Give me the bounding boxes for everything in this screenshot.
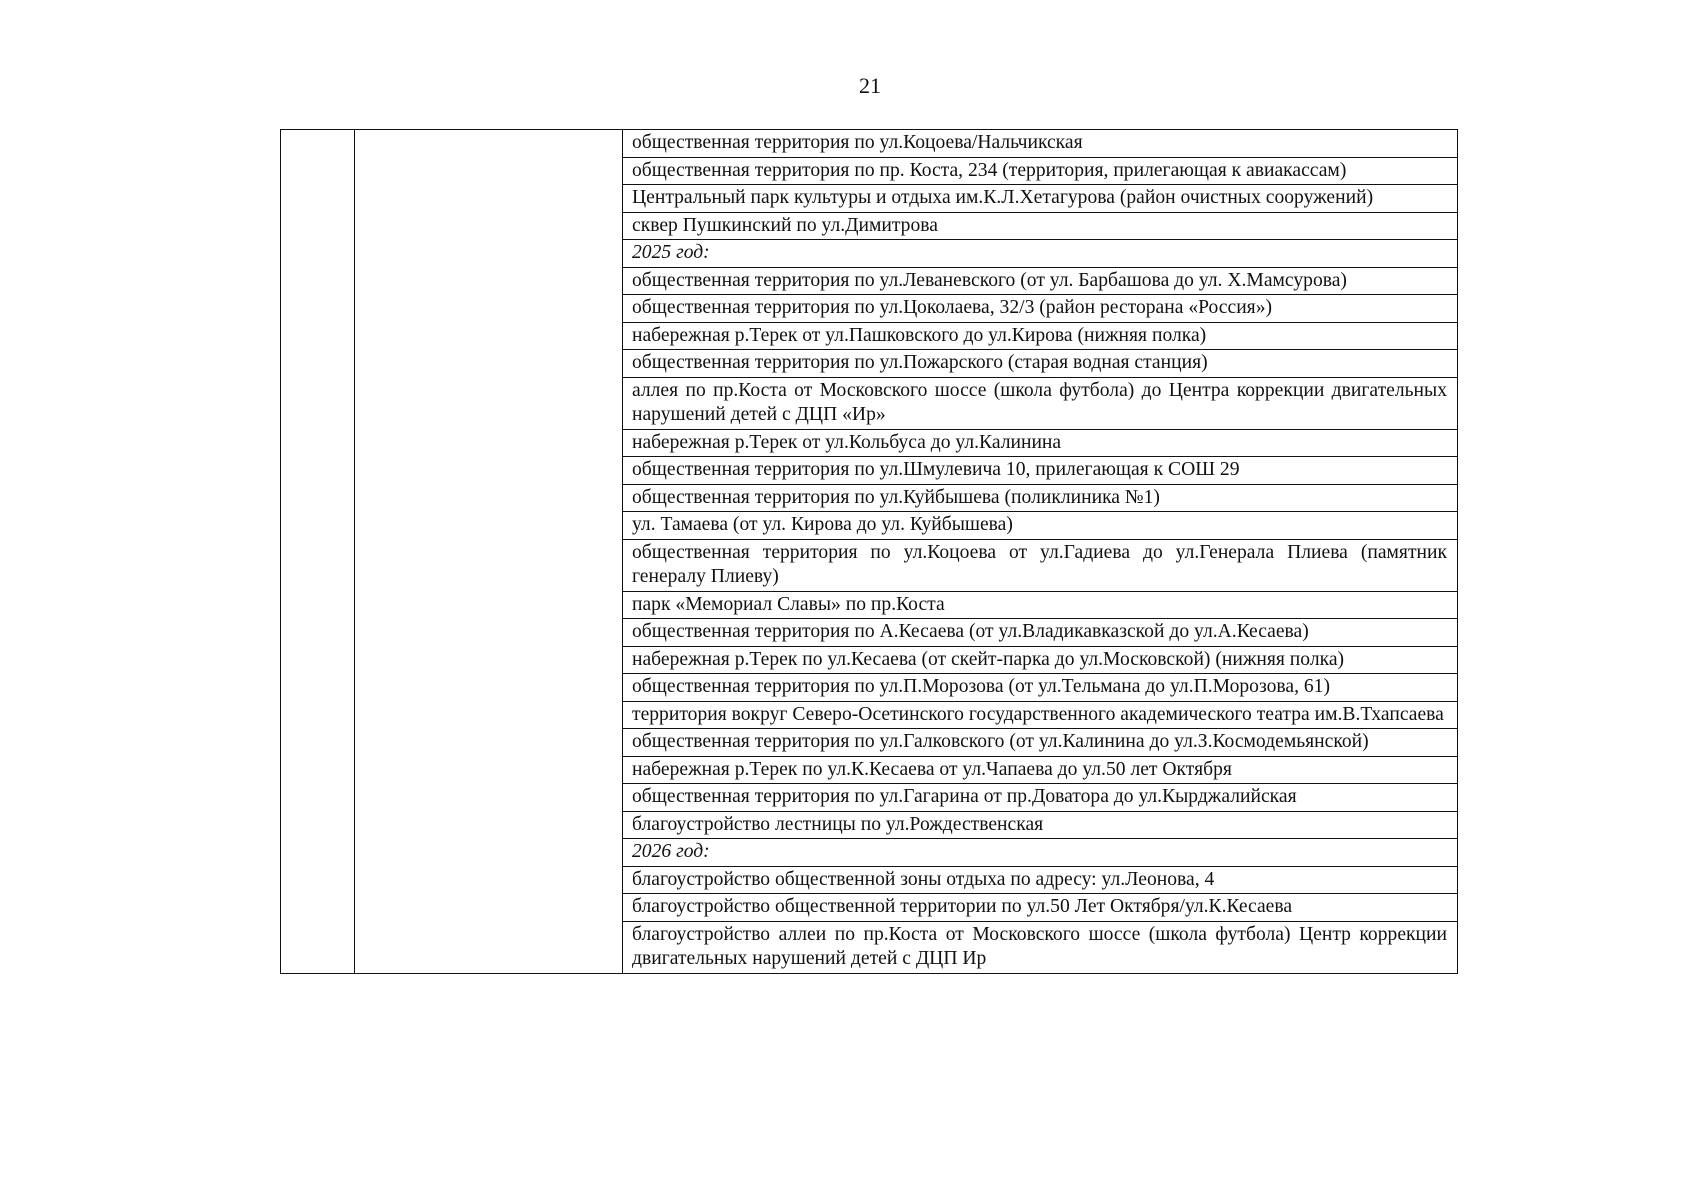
year-heading-cell: 2026 год: bbox=[623, 839, 1458, 867]
year-heading-cell: 2025 год: bbox=[623, 240, 1458, 268]
territory-cell: набережная р.Терек по ул.К.Кесаева от ул.Чапаева до ул.50 лет Октября bbox=[623, 756, 1458, 784]
territory-cell: общественная территория по ул.Куйбышева (поликлиника №1) bbox=[623, 484, 1458, 512]
territory-cell: общественная территория по пр. Коста, 234 (территория, прилегающая к авиакассам) bbox=[623, 157, 1458, 185]
territory-cell: благоустройство аллеи по пр.Коста от Московского шоссе (школа футбола) Центр коррекции двигательных нарушений детей с ДЦП Ир bbox=[623, 921, 1458, 973]
territory-cell: благоустройство общественной зоны отдыха по адресу: ул.Леонова, 4 bbox=[623, 866, 1458, 894]
territory-cell: сквер Пушкинский по ул.Димитрова bbox=[623, 212, 1458, 240]
territory-cell: общественная территория по ул.Гагарина от пр.Доватора до ул.Кырджалийская bbox=[623, 784, 1458, 812]
territory-cell: Центральный парк культуры и отдыха им.К.Л.Хетагурова (район очистных сооружений) bbox=[623, 185, 1458, 213]
territory-cell: общественная территория по ул.Галковского (от ул.Калинина до ул.З.Космодемьянской) bbox=[623, 729, 1458, 757]
territory-cell: общественная территория по ул.Коцоева/Нальчикская bbox=[623, 130, 1458, 158]
territories-table bbox=[280, 129, 1458, 974]
number-column-cell bbox=[281, 130, 355, 974]
territory-cell: благоустройство лестницы по ул.Рождественская bbox=[623, 811, 1458, 839]
territory-cell: общественная территория по ул.Шмулевича 10, прилегающая к СОШ 29 bbox=[623, 457, 1458, 485]
territory-cell: общественная территория по ул.Цоколаева, 32/3 (район ресторана «Россия») bbox=[623, 295, 1458, 323]
program-column-cell bbox=[355, 130, 623, 974]
territory-cell: аллея по пр.Коста от Московского шоссе (школа футбола) до Центра коррекции двигательных нарушений детей с ДЦП «Ир» bbox=[623, 377, 1458, 429]
territory-cell: общественная территория по ул.Коцоева от ул.Гадиева до ул.Генерала Плиева (памятник генералу Плиеву) bbox=[623, 539, 1458, 591]
page-number: 21 bbox=[859, 73, 881, 98]
territories-table-body bbox=[281, 130, 1458, 974]
territory-cell: общественная территория по ул.П.Морозова (от ул.Тельмана до ул.П.Морозова, 61) bbox=[623, 674, 1458, 702]
territory-cell: территория вокруг Северо-Осетинского государственного академического театра им.В.Тхапсаева bbox=[623, 701, 1458, 729]
territory-cell: парк «Мемориал Славы» по пр.Коста bbox=[623, 591, 1458, 619]
territory-cell: набережная р.Терек по ул.Кесаева (от скейт-парка до ул.Московской) (нижняя полка) bbox=[623, 646, 1458, 674]
territory-cell: ул. Тамаева (от ул. Кирова до ул. Куйбышева) bbox=[623, 512, 1458, 540]
territory-cell: общественная территория по ул.Леваневского (от ул. Барбашова до ул. Х.Мамсурова) bbox=[623, 267, 1458, 295]
territory-cell: набережная р.Терек от ул.Кольбуса до ул.Калинина bbox=[623, 429, 1458, 457]
territory-cell: общественная территория по ул.Пожарского (старая водная станция) bbox=[623, 350, 1458, 378]
table-row bbox=[281, 130, 1458, 158]
territory-cell: набережная р.Терек от ул.Пашковского до ул.Кирова (нижняя полка) bbox=[623, 322, 1458, 350]
territory-cell: благоустройство общественной территории по ул.50 Лет Октября/ул.К.Кесаева bbox=[623, 894, 1458, 922]
territory-cell: общественная территория по А.Кесаева (от ул.Владикавказской до ул.А.Кесаева) bbox=[623, 619, 1458, 647]
